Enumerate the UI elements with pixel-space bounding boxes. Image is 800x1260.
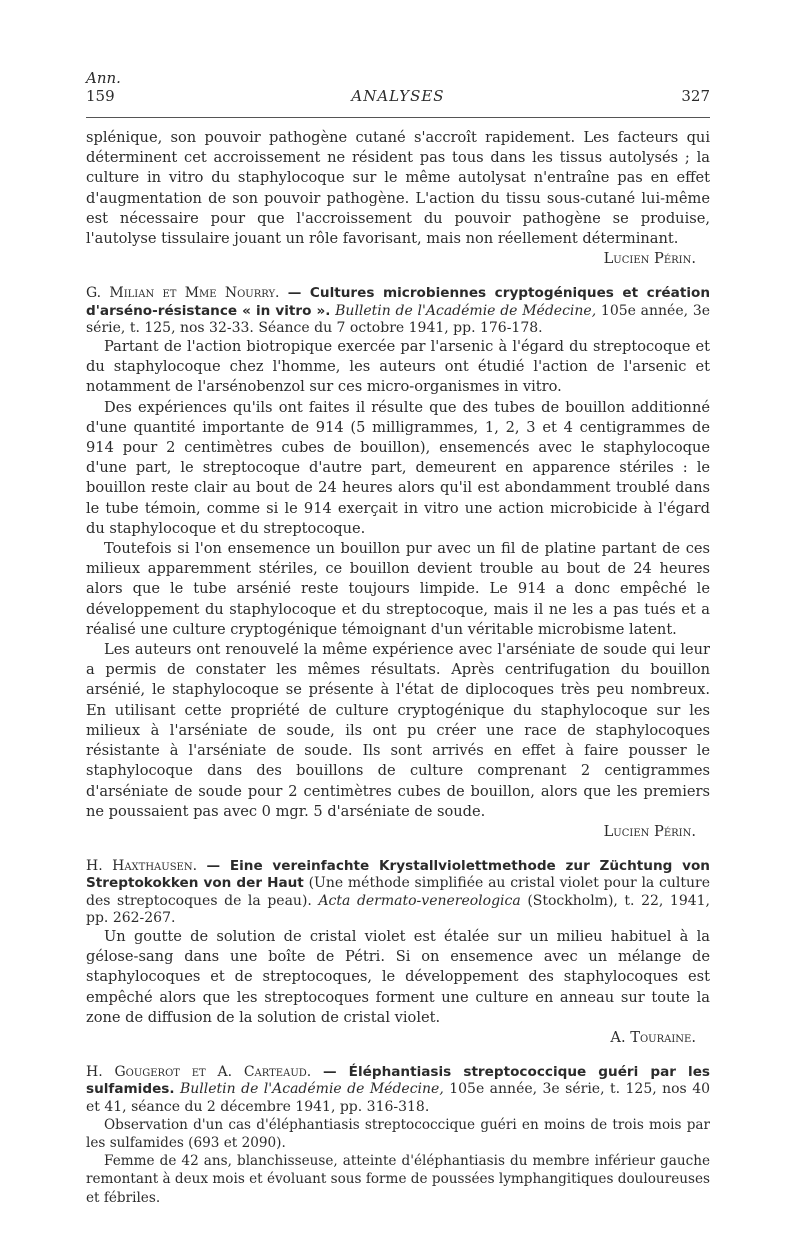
paragraph: Les auteurs ont renouvelé la même expérience avec l'arséniate de soude qui leur a permis de constater les mêmes résultats. Après centrifugation du bouillon arsénié, le staphylocoque se présente à l'état de diplocoques très peu nombreux. En utilisant cette propriété de culture cryptogénique du staphylocoque sur les milieux à l'arséniate de soude, ils ont pu créer une race de staphylocoques résistante à l'arséniate de soude. Ils sont arrivés en effet à faire pousser le staphylocoque dans des bouillons de culture comprenant 2 centigrammes d'arséniate de soude pour 2 centimètres cubes de bouillon, alors que les premiers ne poussaient pas avec 0 mgr. 5 d'arséniate de soude.: [86, 641, 710, 820]
review-entry-gougerot: [86, 1064, 710, 1207]
header-rule: [86, 117, 710, 118]
citation-authors: H. Haxthausen.: [86, 858, 198, 875]
page: [86, 70, 710, 1207]
page-number: 327: [681, 87, 710, 105]
continued-paragraph: splénique, son pouvoir pathogène cutané s'accroît rapidement. Les facteurs qui déterminent cet accroissement ne résident pas tous dans les tissus autolysés ; la culture in vitro du staphylocoque sur le même autolysat n'entraîne pas en effet d'augmentation de son pouvoir pathogène. L'action du tissu sous-cutané lui-même est nécessaire pour que l'accroissement du pouvoir pathogène se produise, l'autolyse tissulaire jouant un rôle favorisant, mais non réellement déterminant.: [86, 129, 710, 248]
paragraph: Un goutte de solution de cristal violet est étalée sur un milieu habituel à la gélose-sang dans une boîte de Pétri. Si on ensemence avec un mélange de staphylocoques et de streptocoques, le développement des staphylocoques est empêché alors que les streptocoques forment une culture en anneau sur toute la zone de diffusion de la solution de cristal violet.: [86, 927, 710, 1026]
citation: [86, 1064, 710, 1116]
citation-title: — Éléphantiasis streptococcique guéri par les sulfamides.: [86, 1064, 711, 1098]
citation-title: — Eine vereinfachte Krystallviolettmethode zur Züchtung von Streptokokken von der Haut: [86, 858, 710, 892]
signature: A. Touraine.: [610, 1028, 696, 1046]
citation-subtitle: (Une méthode simplifiée au cristal violet pour la culture des streptocoques de la peau).: [86, 875, 710, 909]
citation-details: 105e année, 3e série, t. 125, nos 40 et 41, séance du 2 décembre 1941, pp. 316-318.: [86, 1081, 711, 1115]
citation-journal: Bulletin de l'Académie de Médecine,: [335, 302, 597, 319]
paragraph: Des expériences qu'ils ont faites il résulte que des tubes de bouillon additionné d'une quantité importante de 914 (5 milligrammes, 1, 2, 3 et 4 centigrammes de 914 pour 2 centimètres cubes de bouillon), ensemencés avec le staphylocoque d'une part, le streptocoque d'autre part, demeurent en apparence stériles : le bouillon reste clair au bout de 24 heures alors qu'il est abondamment troublé dans le tube témoin, comme si le 914 exerçait in vitro une action microbicide à l'égard du staphylocoque et du streptocoque.: [86, 398, 710, 537]
review-entry-haxthausen: [86, 858, 710, 1048]
signature: Lucien Périn.: [603, 250, 696, 268]
citation-details: 105e année, 3e série, t. 125, nos 32-33. Séance du 7 octobre 1941, pp. 176-178.: [86, 302, 711, 336]
signature: Lucien Périn.: [603, 822, 696, 840]
citation-authors: H. Gougerot et A. Carteaud.: [86, 1064, 312, 1081]
citation: [86, 285, 710, 337]
running-journal-abbrev: Ann.: [86, 69, 121, 87]
review-entry-milian: [86, 285, 710, 842]
paragraph: Partant de l'action biotropique exercée par l'arsenic à l'égard du streptocoque et du staphylocoque chez l'homme, les auteurs ont étudié l'action de l'arsenic et notamment de l'arsénobenzol sur ces micro-organismes in vitro.: [86, 338, 710, 396]
paragraph: Observation d'un cas d'éléphantiasis streptococcique guéri en moins de trois mois par les sulfamides (693 et 2090).: [86, 1116, 710, 1151]
citation-title: — Cultures microbiennes cryptogéniques et création d'arséno-résistance « in vitro ».: [86, 285, 710, 319]
citation-authors: G. Milian et Mme Nourry.: [86, 285, 280, 302]
citation: [86, 858, 710, 927]
paragraph: Femme de 42 ans, blanchisseuse, atteinte d'éléphantiasis du membre inférieur gauche remontant à deux mois et évoluant sous forme de poussées lymphangitiques douloureuses et fébriles.: [86, 1153, 710, 1206]
section-title: ANALYSES: [351, 87, 445, 105]
running-header: [86, 87, 710, 109]
volume-number: 159: [86, 87, 115, 105]
paragraph: Toutefois si l'on ensemence un bouillon pur avec un fil de platine partant de ces milieux apparemment stériles, ce bouillon devient trouble au bout de 24 heures alors que le tube arsénié reste toujours limpide. Le 914 a donc empêché le développement du staphylocoque et du streptocoque, mais il ne les a pas tués et a réalisé une culture cryptogénique témoignant d'un véritable microbisme latent.: [86, 540, 710, 638]
citation-journal: Acta dermato-venereologica: [318, 892, 521, 909]
citation-details: (Stockholm), t. 22, 1941, pp. 262-267.: [86, 892, 711, 926]
citation-journal: Bulletin de l'Académie de Médecine,: [180, 1081, 444, 1098]
